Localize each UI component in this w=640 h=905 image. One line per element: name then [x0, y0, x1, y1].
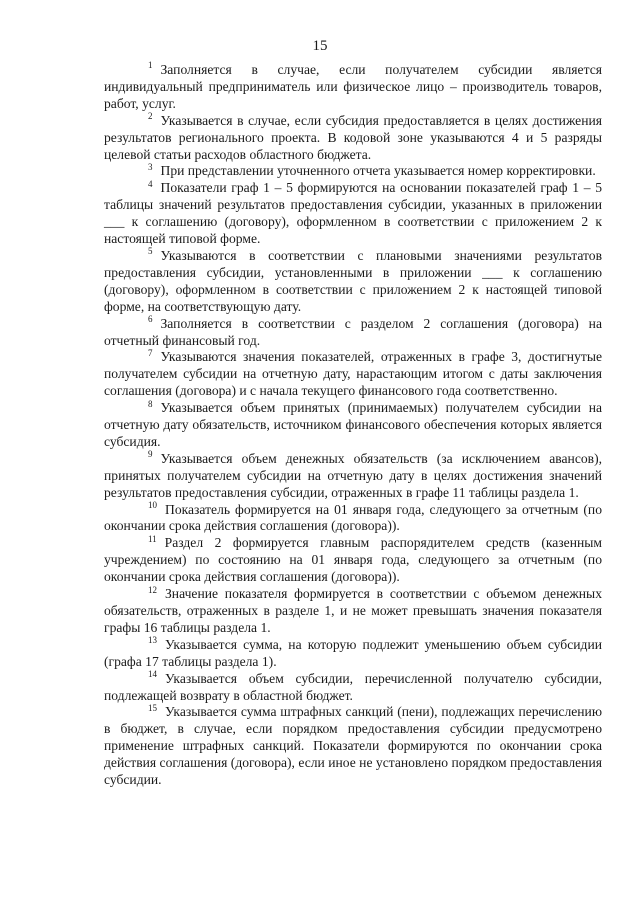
footnote-text: Указываются значения показателей, отраженных в графе 3, достигнутые получателем субсидии на отчетную дату, нарастающим итогом с даты заключения соглашения (договора) и с начала текущего финансового года соответственно. [104, 349, 602, 399]
footnote-7 [104, 349, 602, 400]
footnote-marker: 8 [148, 398, 153, 409]
footnote-1 [104, 62, 602, 113]
footnote-marker: 10 [148, 500, 157, 511]
footnote-marker: 7 [148, 347, 153, 358]
footnote-marker: 2 [148, 111, 153, 122]
footnote-5 [104, 248, 602, 316]
footnote-15 [104, 704, 602, 789]
footnote-text: Заполняется в соответствии с разделом 2 соглашения (договора) на отчетный финансовый год. [104, 315, 602, 348]
footnote-8 [104, 400, 602, 451]
footnote-text: Показатели граф 1 – 5 формируются на основании показателей граф 1 – 5 таблицы значений результатов предоставления субсидии, указанных в приложении ___ к соглашению (договору), оформленном в соответствии с приложением 2 к настоящей типовой форме. [104, 180, 602, 247]
footnote-marker: 15 [148, 702, 157, 713]
footnote-text: Указывается объем денежных обязательств (за исключением авансов), принятых получателем субсидии на отчетную дату в целях достижения значений результатов предоставления субсидии, отраженных в графе 11 таблицы раздела 1. [104, 450, 602, 500]
footnote-11 [104, 535, 602, 586]
footnote-text: При представлении уточненного отчета указывается номер корректировки. [160, 163, 596, 179]
footnote-14 [104, 671, 602, 705]
footnote-marker: 11 [148, 533, 157, 544]
footnote-marker: 1 [148, 60, 153, 71]
footnote-text: Указывается сумма, на которую подлежит уменьшению объем субсидии (графа 17 таблицы раздела 1). [104, 636, 602, 669]
footnote-3 [104, 163, 602, 180]
footnote-text: Указывается в случае, если субсидия предоставляется в целях достижения результатов регионального проекта. В кодовой зоне указываются 4 и 5 разряды целевой статьи расходов областного бюджета. [104, 112, 602, 162]
footnote-text: Указывается сумма штрафных санкций (пени), подлежащих перечислению в бюджет, в случае, если порядком предоставления субсидии предусмотрено применение штрафных санкций. Показатели формируются по окончании срока действия соглашения (договора), если иное не установлено порядком предоставления субсидии. [104, 704, 602, 788]
footnote-marker: 13 [148, 635, 157, 646]
footnote-marker: 12 [148, 584, 157, 595]
footnote-text: Заполняется в случае, если получателем субсидии является индивидуальный предприниматель или физическое лицо – производитель товаров, работ, услуг. [104, 62, 602, 111]
footnotes-list [104, 62, 602, 789]
footnote-marker: 6 [148, 314, 153, 325]
footnote-text: Значение показателя формируется в соответствии с объемом денежных обязательств, отраженных в разделе 1, и не может превышать значения показателя графы 16 таблицы раздела 1. [104, 586, 602, 635]
footnote-marker: 3 [148, 161, 153, 172]
footnote-text: Указывается объем принятых (принимаемых) получателем субсидии на отчетную дату обязательств, источником финансового обеспечения которых является субсидия. [104, 400, 602, 449]
footnote-10 [104, 502, 602, 536]
footnote-2 [104, 113, 602, 164]
footnote-text: Раздел 2 формируется главным распорядителем средств (казенным учреждением) по состоянию на 01 января года, следующего за отчетным (по окончании срока действия соглашения (договора)). [104, 535, 602, 585]
footnote-text: Показатель формируется на 01 января года, следующего за отчетным (по окончании срока действия соглашения (договора)). [104, 501, 602, 534]
footnote-text: Указываются в соответствии с плановыми значениями результатов предоставления субсидии, установленными в приложении ___ к соглашению (договору), оформленном в соответствии с приложением 2 к настоящей типовой форме, на соответствующую дату. [104, 247, 602, 314]
footnote-6 [104, 316, 602, 350]
footnote-text: Указывается объем субсидии, перечисленной получателю субсидии, подлежащей возврату в областной бюджет. [104, 670, 602, 703]
footnote-marker: 4 [148, 178, 153, 189]
footnote-marker: 14 [148, 669, 157, 680]
footnote-4 [104, 180, 602, 248]
footnote-13 [104, 637, 602, 671]
footnote-marker: 5 [148, 246, 153, 257]
footnote-12 [104, 586, 602, 637]
page-number: 15 [312, 38, 328, 54]
footnote-9 [104, 451, 602, 502]
footnote-marker: 9 [148, 449, 153, 460]
